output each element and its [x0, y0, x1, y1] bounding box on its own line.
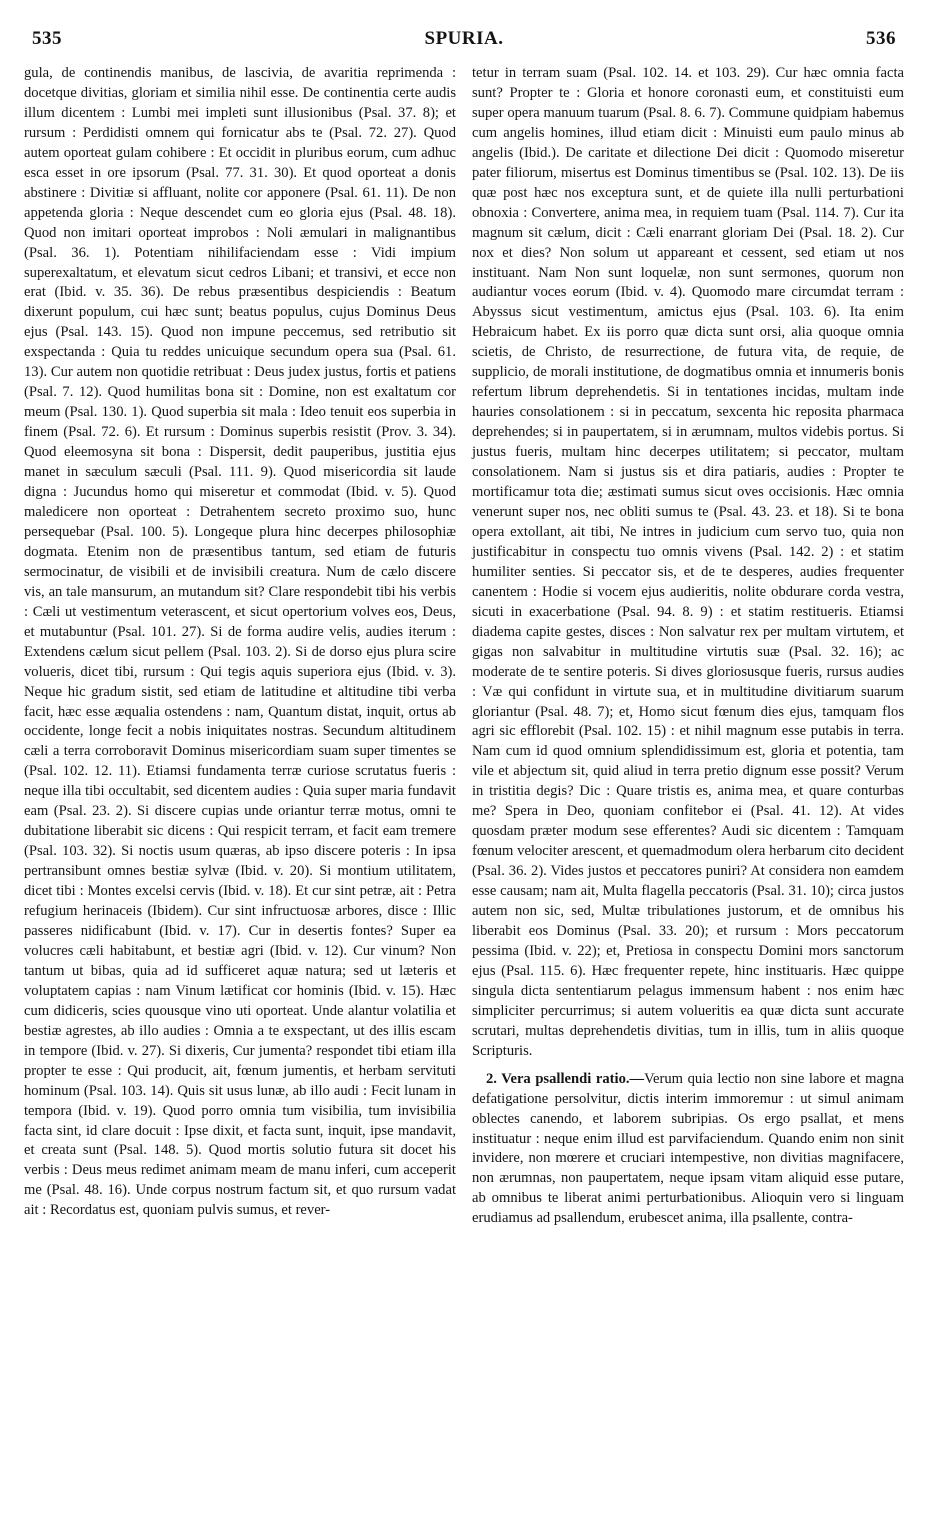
running-title: SPURIA. — [424, 28, 504, 49]
left-column-text: gula, de continendis manibus, de lascivia, de avaritia reprimenda : docetque divitias, gloriam et similia nihil esse. De continentia certe audis illum dicentem : Lumbi mei impleti sunt illusionibus (Psal. 37. 8); et rursum : Perdidisti omnem qui fornicatur abs te (Psal. 72. 27). Quod autem oporteat gulam cohibere : Et occidit in pluribus eorum, cum adhuc esca esset in ore ipsorum (Psal. 77. 31. 30). Et quod oporteat a donis abstinere : Divitiæ si affluant, nolite cor apponere (Psal. 61. 11). De non appetenda gloria : Neque descendet cum eo gloria ejus (Psal. 48. 18). Quod non imitari oporteat improbos : Noli æmulari in malignantibus (Psal. 36. 1). Potentiam nihilifaciendam esse : Vidi impium superexaltatum, et elevatum sicut cedros Libani; et transivi, et ecce non erat (Ibid. v. 35. 36). De rebus præsentibus despiciendis : Beatum dixerunt populum, cui hæc sunt; beatus populus, cujus Dominus Deus ejus (Psal. 143. 15). Quod non impune peccemus, sed retributio sit exspectanda : Quia tu reddes unicuique secundum opera sua (Psal. 61. 13). Cur autem non quotidie retribuat : Deus judex justus, fortis et patiens (Psal. 7. 12). Quod humilitas bona sit : Domine, non est exaltatum cor meum (Psal. 130. 1). Quod superbia sit mala : Ideo tenuit eos superbia in finem (Psal. 72. 6). Et rursum : Dominus superbis resistit (Prov. 3. 34). Quod eleemosyna sit bona : Dispersit, dedit pauperibus, justitia ejus manet in sæculum sæculi (Psal. 111. 9). Quod misericordia sit laude digna : Jucundus homo qui miseretur et commodat (Ibid. v. 5). Quod maledicere non oporteat : Detrahentem secreto proximo suo, hunc persequebar (Psal. 100. 5). Longeque plura hinc decerpes philosophiæ dogmata. Etenim non de præsentibus tantum, sed etiam de futuris sermocinatur, de visibili et de invisibili creatura. Num de cælo discere vis, an tale mansurum, an mutandum sit? Clare respondebit tibi his verbis : Cæli ut vestimentum veterascent, et sicut opertorium volves eos, Deus, et mutabuntur (Psal. 101. 27). Si de forma audire velis, audies iterum : Extendens cælum sicut pellem (Psal. 103. 2). Si de dorso ejus plura scire volueris, dicet tibi, rursum : Qui tegis aquis superiora ejus (Ibid. v. 3). Neque hic gradum sistit, sed etiam de latitudine et altitudine tibi verba facit, hæc esse æqualia ostendens : nam, Quantum distat, inquit, ortus ab occidente, longe fecit a nobis iniquitates nostras. Secundum altitudinem cæli a terra corroboravit Dominus misericordiam suam super timentes se (Psal. 102. 12. 11). Etiamsi fundamenta terræ curiose scrutatus fueris : neque illa tibi occultabit, sed dicentem audies : Quia super maria fundavit eam (Psal. 23. 2). Si discere cupias unde oriantur terræ motus, omni te dubitatione liberabit sic dicens : Qui respicit terram, et facit eam tremere (Psal. 103. 32). Si noctis usum quæras, ab ipso discere poteris : In ipsa pertransibunt omnes bestiæ sylvæ (Ibid. v. 20). Si montium utilitatem, dicet tibi : Montes excelsi cervis (Ibid. v. 18). Et cur sint petræ, ait : Petra refugium herinaceis (Ibidem). Cur sint infructuosæ arbores, disce : Illic passeres nidificabunt (Ibid. v. 17). Cur in desertis fontes? Super ea volucres cæli habitabunt, et bestiæ agri (Ibid. v. 12). Cur vinum? Non tantum ut bibas, quia ad id sufficeret aquæ natura; sed ut læteris et voluptatem capias : nam Vinum lætificat cor hominis (Ibid. v. 15). Hæc cum didiceris, scies quousque vino uti oporteat. Unde alantur volatilia et bestiæ agrestes, ab illo audies : Omnia a te exspectant, ut des illis escam in tempore (Ibid. v. 27). Si dixeris, Cur jumenta? respondet tibi etiam illa propter te esse : Qui producit, ait, fœnum jumentis, et herbam servituti hominum (Psal. 103. 14). Quis sit usus lunæ, ab illo audi : Fecit lunam in tempora (Ibid. v. 19). Quod porro omnia tum visibilia, tum invisibilia facta sint, id clare docuit : Ipse dixit, et facta sunt, inquit, ipse mandavit, et creata sunt (Psal. 148. 5). Quod mortis solutio futura sit docet his verbis : Deus meus redimet animam meam de manu inferi, cum acceperit me (Psal. 48. 16). Unde corpus nostrum factum sit, et quo rursum vadat ait : Recordatus est, quoniam pulvis sumus, et rever- — [24, 65, 456, 1219]
right-column-text: tetur in terram suam (Psal. 102. 14. et 103. 29). Cur hæc omnia facta sunt? Propter te : Gloria et honore coronasti eum, et constituisti eum super opera manuum tuarum (Psal. 8. 6. 7). Commune quidpiam habemus cum angelis homines, illud etiam dicit : Minuisti eum paulo minus ab angelis (Ibid.). De caritate et dilectione Dei dicit : Quomodo miseretur pater filiorum, misertus est Dominus timentibus se (Psal. 102. 13). De iis quæ post hæc nos exceptura sunt, et de quiete illa nulli perturbationi obnoxia : Convertere, anima mea, in requiem tuam (Psal. 114. 7). Cur ita magnum sit cælum, dicit : Cæli enarrant gloriam Dei (Psal. 18. 2). Cur nox et dies? Non solum ut appareant et cessent, sed etiam ut nos instituant. Nam Non sunt loquelæ, non sunt sermones, quorum non audiantur voces eorum (Ibid. v. 4). Quomodo mare circumdat terram : Abyssus sicut vestimentum, amictus ejus (Psal. 103. 6). Ita enim Hebraicum habet. Ex iis porro quæ dicta sunt orsi, alia quoque omnia scietis, de Christo, de resurrectione, de futura vita, de requie, de supplicio, de morali institutione, de dogmatibus omnia et innumeris bonis refertum librum deprehendetis. Si in tentationes incidas, multam inde hauries consolationem : si in peccatum, sexcenta hic reposita pharmaca deprehendes; si in paupertatem, si in ærumnam, multos videbis portus. Si justus fueris, multam hinc decerpes utilitatem; si peccator, multam consolationem. Nam si justus sis et dira patiaris, audies : Propter te mortificamur tota die; æstimati sumus sicut oves occisionis. Hæc omnia venerunt super nos, nec obliti sumus te (Psal. 43. 23. et 18). Si te bona opera extollant, ait tibi, Ne intres in judicium cum servo tuo, quia non justificabitur in conspectu tuo omnis vivens (Psal. 142. 2) : et statim humiliter senties. Si peccator sis, et de te desperes, audies frequenter canentem : Hodie si vocem ejus audieritis, nolite obdurare corda vestra, sicuti in exacerbatione (Psal. 94. 8. 9) : et statim restitueris. Etiamsi diadema capite gestes, disces : Non salvatur rex per multam virtutem, et gigas non salvabitur in multitudine virtutis suæ (Psal. 32. 16); ac moderate de te sentire poteris. Si dives gloriosusque fueris, rursus audies : Væ qui confidunt in virtute sua, et in multitudine divitiarum suarum gloriantur (Psal. 48. 7); et, Homo sicut fœnum dies ejus, tamquam flos agri sic efflorebit (Psal. 102. 15) : et nihil magnum esse putabis in terra. Nam cum id quod omnium splendidissimum est, gloria et potentia, tam vile et abjectum sit, quid aliud in terra pretio dignum esse possit? Verum in tristitia degis? Dic : Quare tristis es, anima mea, et quare conturbas me? Spera in Deo, quoniam confitebor ei (Psal. 41. 12). At vides quosdam præter modum sese efferentes? Audi sic dicentem : Tamquam fœnum velociter arescent, et quemadmodum olera herbarum cito decident (Psal. 36. 2). Vides justos et peccatores puniri? At considera non eamdem esse causam; nam ait, Multa flagella peccatoris (Psal. 31. 10); circa justos autem non sic, sed, Multæ tribulationes justorum, et de omnibus his liberabit eos Dominus (Psal. 33. 20); et rursum : Mors peccatorum pessima (Ibid. v. 22); et, Pretiosa in conspectu Domini mors sanctorum ejus (Psal. 115. 6). Hæc frequenter repete, hinc instituaris. Hæc quippe singula dicta sententiarum pelagus immensum habent : nos enim hæc simpliciter percurrimus; si autem volueritis ea quæ dicta sunt accurate scrutari, multas deprehendetis divitias, tum in illis, tum in aliis quoque Scripturis. — [472, 65, 904, 1059]
right-column — [472, 64, 904, 1229]
text-columns — [24, 64, 904, 1229]
section-heading: 2. Vera psallendi ratio.— — [486, 1070, 645, 1087]
page-number-left: 535 — [32, 28, 62, 49]
section-paragraph — [472, 1070, 904, 1230]
section-text: Verum quia lectio non sine labore et magna defatigatione persolvitur, dictis interim immoremur : ut simul animam oblectes canendo, et laborem subripias. Os ergo psallat, et mens instituatur : neque enim illud est parvifaciendum. Quando enim non sinit invidere, non mœrere et cruciari intempestive, non divitias magnifacere, non ærumnas, non paupertatem, neque ipsam vitam aliquid esse putare, ab omnibus te liberat animi perturbationibus. Alioquin vero si linguam erudiamus ad psallendum, erubescet anima, illa psallente, contra- — [472, 1070, 904, 1227]
page-header — [24, 28, 904, 56]
page-number-right: 536 — [866, 28, 896, 49]
left-column — [24, 64, 456, 1229]
